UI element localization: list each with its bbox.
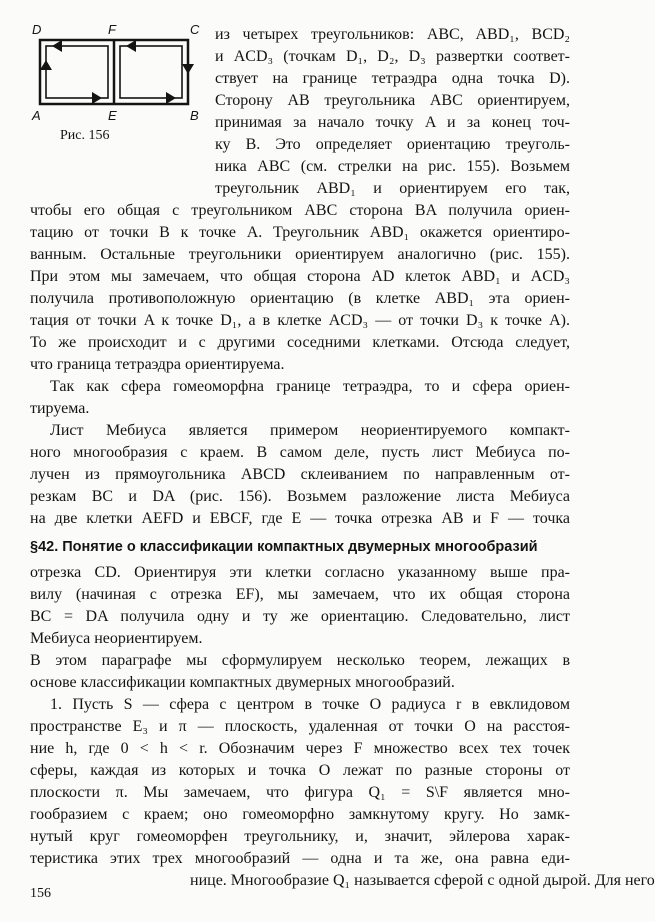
text-line: нице. Многообразие Q₁ называется сферой с одной дырой. Для него <box>190 872 655 889</box>
label-b: B <box>190 108 199 123</box>
label-d: D <box>32 22 42 37</box>
text-line: Сторону AB треугольника ABC ориентируем, <box>215 92 570 109</box>
text-line: В этом параграфе мы сформулируем несколько теорем, лежащих в <box>30 652 570 669</box>
text-line: что граница тетраэдра ориентируема. <box>30 356 285 373</box>
text-line: То же происходит и с другими соседними клетками. Отсюда следует, <box>30 334 570 351</box>
text-line: сферы, каждая из которых и точка O лежат по разные стороны от <box>30 762 570 779</box>
text-line: теристика этих трех многообразий — одна и та же, она равна еди- <box>30 850 570 867</box>
text-line: ствует на границе тетраэдра одна точка D). <box>215 70 570 87</box>
text-line: из четырех треугольников: ABC, ABD₁, BCD₂ <box>215 26 570 43</box>
text-line: гообразием с краем; оно гомеоморфно замкнутому кругу. Но замк- <box>30 806 570 823</box>
label-a: A <box>32 108 41 123</box>
text-line: ванным. Остальные треугольники ориентируем аналогично (рис. 155). <box>30 246 570 263</box>
label-f: F <box>108 22 116 37</box>
text-line: Так как сфера гомеоморфна границе тетраэдра, то и сфера ориен- <box>50 378 570 395</box>
text-line: тацию от точки B к точке A. Треугольник ABD₁ окажется ориентиро- <box>30 224 570 241</box>
text-line: ние h, где 0 < h < r. Обозначим через F множество всех тех точек <box>30 740 570 757</box>
text-line: ника ABC (см. стрелки на рис. 155). Возьмем <box>215 158 570 175</box>
text-line: и ACD₃ (точкам D₁, D₂, D₃ развертки соответ- <box>215 48 570 65</box>
text-line: 1. Пусть S — сфера с центром в точке O радиуса r в евклидовом <box>50 696 570 713</box>
text-line: лучен из прямоугольника ABCD склеиванием по направленным от- <box>30 466 570 483</box>
text-line: Мебиуса неориентируем. <box>30 630 203 647</box>
text-line: треугольник ABD₁ и ориентируем его так, <box>215 180 570 197</box>
text-line: резкам BC и DA (рис. 156). Возьмем разложение листа Мебиуса <box>30 488 570 505</box>
text-line: BC = DA получила одну и ту же ориентацию. Следовательно, лист <box>30 608 570 625</box>
text-line: принимая за начало точку A и за конец точ- <box>215 114 570 131</box>
section-heading: §42. Понятие о классификации компактных двумерных многообразий <box>30 539 538 555</box>
figure-caption: Рис. 156 <box>60 128 110 143</box>
text-line: вилу (начиная с отрезка EF), мы замечаем, что их общая сторона <box>30 586 570 603</box>
text-line: тируема. <box>30 400 90 417</box>
text-line: пространстве E₃ и π — плоскость, удаленная от точки O на расстоя- <box>30 718 570 735</box>
text-line: плоскости π. Мы замечаем, что фигура Q₁ = S\F является мно- <box>30 784 570 801</box>
label-c: C <box>190 22 200 37</box>
figure-156 <box>30 24 200 164</box>
text-line: ку B. Это определяет ориентацию треуголь- <box>215 136 570 153</box>
text-line: Лист Мебиуса является примером неориентируемого компакт- <box>50 422 570 439</box>
text-line: на две клетки AEFD и EBCF, где E — точка отрезка AB и F — точка <box>30 510 570 527</box>
page-number: 156 <box>30 886 51 901</box>
text-line: При этом мы замечаем, что общая сторона AD клеток ABD₁ и ACD₃ <box>30 268 570 285</box>
text-line: чтобы его общая с треугольником ABC сторона BA получила ориен- <box>30 202 570 219</box>
text-line: нутый круг гомеоморфен треугольнику, и, значит, эйлерова харак- <box>30 828 570 845</box>
label-e: E <box>108 108 117 123</box>
text-line: отрезка CD. Ориентируя эти клетки согласно указанному выше пра- <box>30 564 570 581</box>
text-line: получила противоположную ориентацию (в клетке ABD₁ эта ориен- <box>30 290 570 307</box>
text-line: основе классификации компактных двумерных многообразий. <box>30 674 455 691</box>
text-line: ного многообразия с краем. В самом деле, пусть лист Мебиуса по- <box>30 444 570 461</box>
text-line: тация от точки A к точке D₁, а в клетке ACD₃ — от точки D₃ к точке A). <box>30 312 570 329</box>
